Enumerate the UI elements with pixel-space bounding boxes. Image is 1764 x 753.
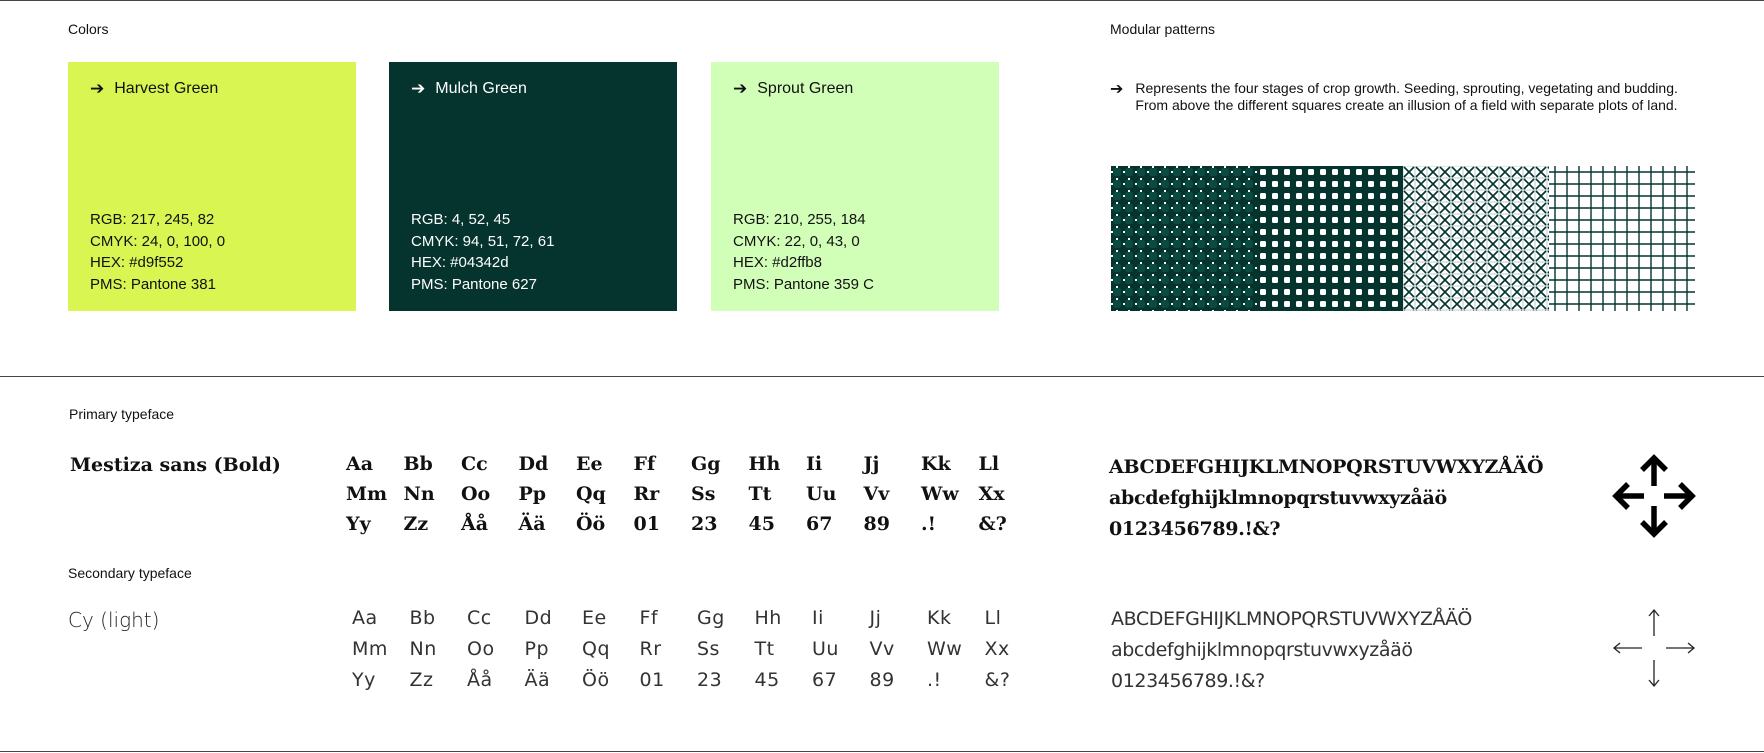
secondary-glyph-pair: Zz <box>409 669 434 691</box>
primary-glyph-pair: Ss <box>691 483 716 505</box>
secondary-lowercase: abcdefghijklmnopqrstuvwxyzåäö <box>1111 639 1413 661</box>
arrow-right-icon: ➔ <box>733 78 748 99</box>
swatch-rgb: RGB: 4, 52, 45 <box>411 211 511 228</box>
swatch-rgb: RGB: 217, 245, 82 <box>90 211 215 228</box>
arrow-right-icon: ➔ <box>1110 79 1124 98</box>
swatch-specs <box>411 209 554 295</box>
secondary-glyph-pair: Dd <box>524 607 553 629</box>
secondary-glyph-pair: Oo <box>467 638 495 660</box>
secondary-glyph-pair: 45 <box>754 669 780 691</box>
primary-glyph-pair: Ää <box>518 513 546 535</box>
swatch-pms: PMS: Pantone 359 C <box>733 275 874 293</box>
secondary-numerals: 0123456789.!&? <box>1111 670 1265 692</box>
seeding-pattern-icon <box>1111 166 1257 311</box>
secondary-glyph-pair: Ww <box>927 638 963 660</box>
primary-numerals: 0123456789.!&? <box>1109 518 1281 540</box>
primary-glyph-pair: Xx <box>978 483 1005 505</box>
primary-glyph-pair: Cc <box>461 453 488 475</box>
patterns-description-line: Represents the four stages of crop growth. Seeding, sprouting, vegetating and budding. <box>1135 80 1678 96</box>
primary-glyph-pair: Gg <box>691 453 721 475</box>
primary-lowercase: abcdefghijklmnopqrstuvwxyzåäö <box>1109 487 1447 509</box>
primary-character-set <box>1109 452 1543 545</box>
secondary-uppercase: ABCDEFGHIJKLMNOPQRSTUVWXYZÅÄÖ <box>1111 608 1472 630</box>
secondary-glyph-pair: Yy <box>352 669 376 691</box>
swatch-name: Mulch Green <box>435 80 527 97</box>
primary-glyph-pair: Ee <box>576 453 603 475</box>
primary-glyph-pair: Jj <box>863 453 880 475</box>
primary-glyph-pair: Nn <box>403 483 435 505</box>
secondary-glyph-pair: Mm <box>352 638 388 660</box>
secondary-glyph-pair: Ää <box>524 669 551 691</box>
primary-glyph-grid <box>346 454 1036 535</box>
primary-glyph-pair: Qq <box>576 483 606 505</box>
primary-glyph-pair: Vv <box>863 483 890 505</box>
swatch-cmyk: CMYK: 24, 0, 100, 0 <box>90 232 226 250</box>
secondary-character-set <box>1111 604 1472 697</box>
patterns-description-line: From above the different squares create an illusion of a field with separate plots of land. <box>1135 97 1678 113</box>
secondary-glyph-pair: Ll <box>984 607 1002 629</box>
arrow-right-icon: ➔ <box>90 78 105 99</box>
swatch-sprout-green <box>711 62 999 311</box>
arrow-right-icon: ➔ <box>411 78 426 99</box>
primary-typeface-label: Primary typeface <box>69 406 175 422</box>
secondary-glyph-pair: Åå <box>467 669 493 691</box>
swatch-cmyk: CMYK: 22, 0, 43, 0 <box>733 232 860 250</box>
swatch-specs <box>90 209 225 295</box>
colors-label: Colors <box>68 21 109 37</box>
primary-glyph-pair: Ll <box>978 453 1000 475</box>
vegetating-pattern-icon <box>1403 166 1549 311</box>
primary-glyph-pair: Åå <box>461 513 489 535</box>
primary-glyph-pair: Aa <box>346 453 374 475</box>
secondary-glyph-pair: Nn <box>409 638 437 660</box>
primary-glyph-pair: Ff <box>633 453 656 475</box>
secondary-glyph-pair: Gg <box>697 607 725 629</box>
primary-glyph-pair: Oo <box>461 483 491 505</box>
secondary-glyph-pair: &? <box>984 669 1011 691</box>
primary-glyph-pair: Bb <box>403 453 433 475</box>
primary-glyph-pair: Tt <box>748 483 772 505</box>
swatch-pms: PMS: Pantone 627 <box>411 275 537 293</box>
primary-glyph-pair: 23 <box>691 513 718 535</box>
primary-glyph-pair: 67 <box>806 513 833 535</box>
primary-glyph-pair: Yy <box>346 513 371 535</box>
swatch-hex: HEX: #d9f552 <box>90 254 184 271</box>
secondary-glyph-pair: Cc <box>467 607 492 629</box>
secondary-glyph-pair: Kk <box>927 607 952 629</box>
swatch-name: Harvest Green <box>114 80 219 97</box>
secondary-glyph-pair: 01 <box>639 669 665 691</box>
swatch-hex: HEX: #d2ffb8 <box>733 254 822 271</box>
swatch-cmyk: CMYK: 94, 51, 72, 61 <box>411 232 555 250</box>
top-divider <box>0 0 1764 1</box>
swatch-pms: PMS: Pantone 381 <box>90 275 216 293</box>
swatch-title <box>90 80 218 98</box>
primary-glyph-pair: 01 <box>633 513 660 535</box>
swatch-name: Sprout Green <box>757 80 854 97</box>
primary-glyph-pair: 45 <box>748 513 775 535</box>
secondary-glyph-pair: Öö <box>582 669 610 691</box>
secondary-glyph-pair: .! <box>927 669 942 691</box>
secondary-glyph-pair: Tt <box>754 638 775 660</box>
secondary-glyph-pair: Ii <box>812 607 824 629</box>
primary-uppercase: ABCDEFGHIJKLMNOPQRSTUVWXYZÅÄÖ <box>1109 456 1544 478</box>
primary-glyph-pair: Dd <box>518 453 549 475</box>
secondary-glyph-pair: Rr <box>639 638 662 660</box>
secondary-glyph-pair: Hh <box>754 607 782 629</box>
primary-glyph-pair: Ii <box>806 453 823 475</box>
swatch-harvest-green <box>68 62 356 311</box>
secondary-typeface-name: Cy (light) <box>68 608 160 632</box>
secondary-glyph-grid <box>352 608 1042 691</box>
secondary-typeface-label: Secondary typeface <box>68 565 192 581</box>
secondary-glyph-pair: Pp <box>524 638 550 660</box>
sprouting-pattern-icon <box>1257 166 1403 311</box>
secondary-glyph-pair: Uu <box>812 638 839 660</box>
secondary-glyph-pair: Vv <box>869 638 895 660</box>
primary-glyph-pair: &? <box>978 513 1007 535</box>
secondary-glyph-pair: Ss <box>697 638 720 660</box>
four-way-arrow-bold-icon <box>1610 452 1698 540</box>
secondary-glyph-pair: Ff <box>639 607 659 629</box>
section-divider <box>0 376 1764 377</box>
secondary-glyph-pair: 23 <box>697 669 723 691</box>
secondary-glyph-pair: 67 <box>812 669 838 691</box>
primary-glyph-pair: Uu <box>806 483 837 505</box>
primary-glyph-pair: Mm <box>346 483 388 505</box>
primary-glyph-pair: Pp <box>518 483 547 505</box>
swatch-title <box>411 80 527 98</box>
secondary-glyph-pair: Qq <box>582 638 611 660</box>
swatch-rgb: RGB: 210, 255, 184 <box>733 211 866 228</box>
primary-glyph-pair: 89 <box>863 513 890 535</box>
secondary-glyph-pair: Jj <box>869 607 882 629</box>
budding-pattern-icon <box>1549 166 1695 311</box>
secondary-glyph-pair: Ee <box>582 607 607 629</box>
secondary-glyph-pair: Xx <box>984 638 1010 660</box>
swatch-hex: HEX: #04342d <box>411 254 509 271</box>
modular-pattern-strip <box>1111 166 1695 311</box>
patterns-description <box>1110 80 1678 114</box>
secondary-glyph-pair: 89 <box>869 669 895 691</box>
swatch-mulch-green <box>389 62 677 311</box>
patterns-label: Modular patterns <box>1110 21 1216 37</box>
primary-glyph-pair: Hh <box>748 453 781 475</box>
bottom-divider <box>0 751 1764 752</box>
primary-glyph-pair: Ww <box>921 483 959 505</box>
primary-glyph-pair: Öö <box>576 513 606 535</box>
swatch-title <box>733 80 853 98</box>
patterns-description-text <box>1135 80 1677 114</box>
primary-glyph-pair: Kk <box>921 453 951 475</box>
primary-glyph-pair: .! <box>921 513 936 535</box>
primary-typeface-name: Mestiza sans (Bold) <box>70 454 281 476</box>
primary-glyph-pair: Rr <box>633 483 660 505</box>
four-way-arrow-light-icon <box>1610 606 1698 690</box>
secondary-glyph-pair: Bb <box>409 607 436 629</box>
secondary-glyph-pair: Aa <box>352 607 378 629</box>
swatch-specs <box>733 209 874 295</box>
primary-glyph-pair: Zz <box>403 513 429 535</box>
